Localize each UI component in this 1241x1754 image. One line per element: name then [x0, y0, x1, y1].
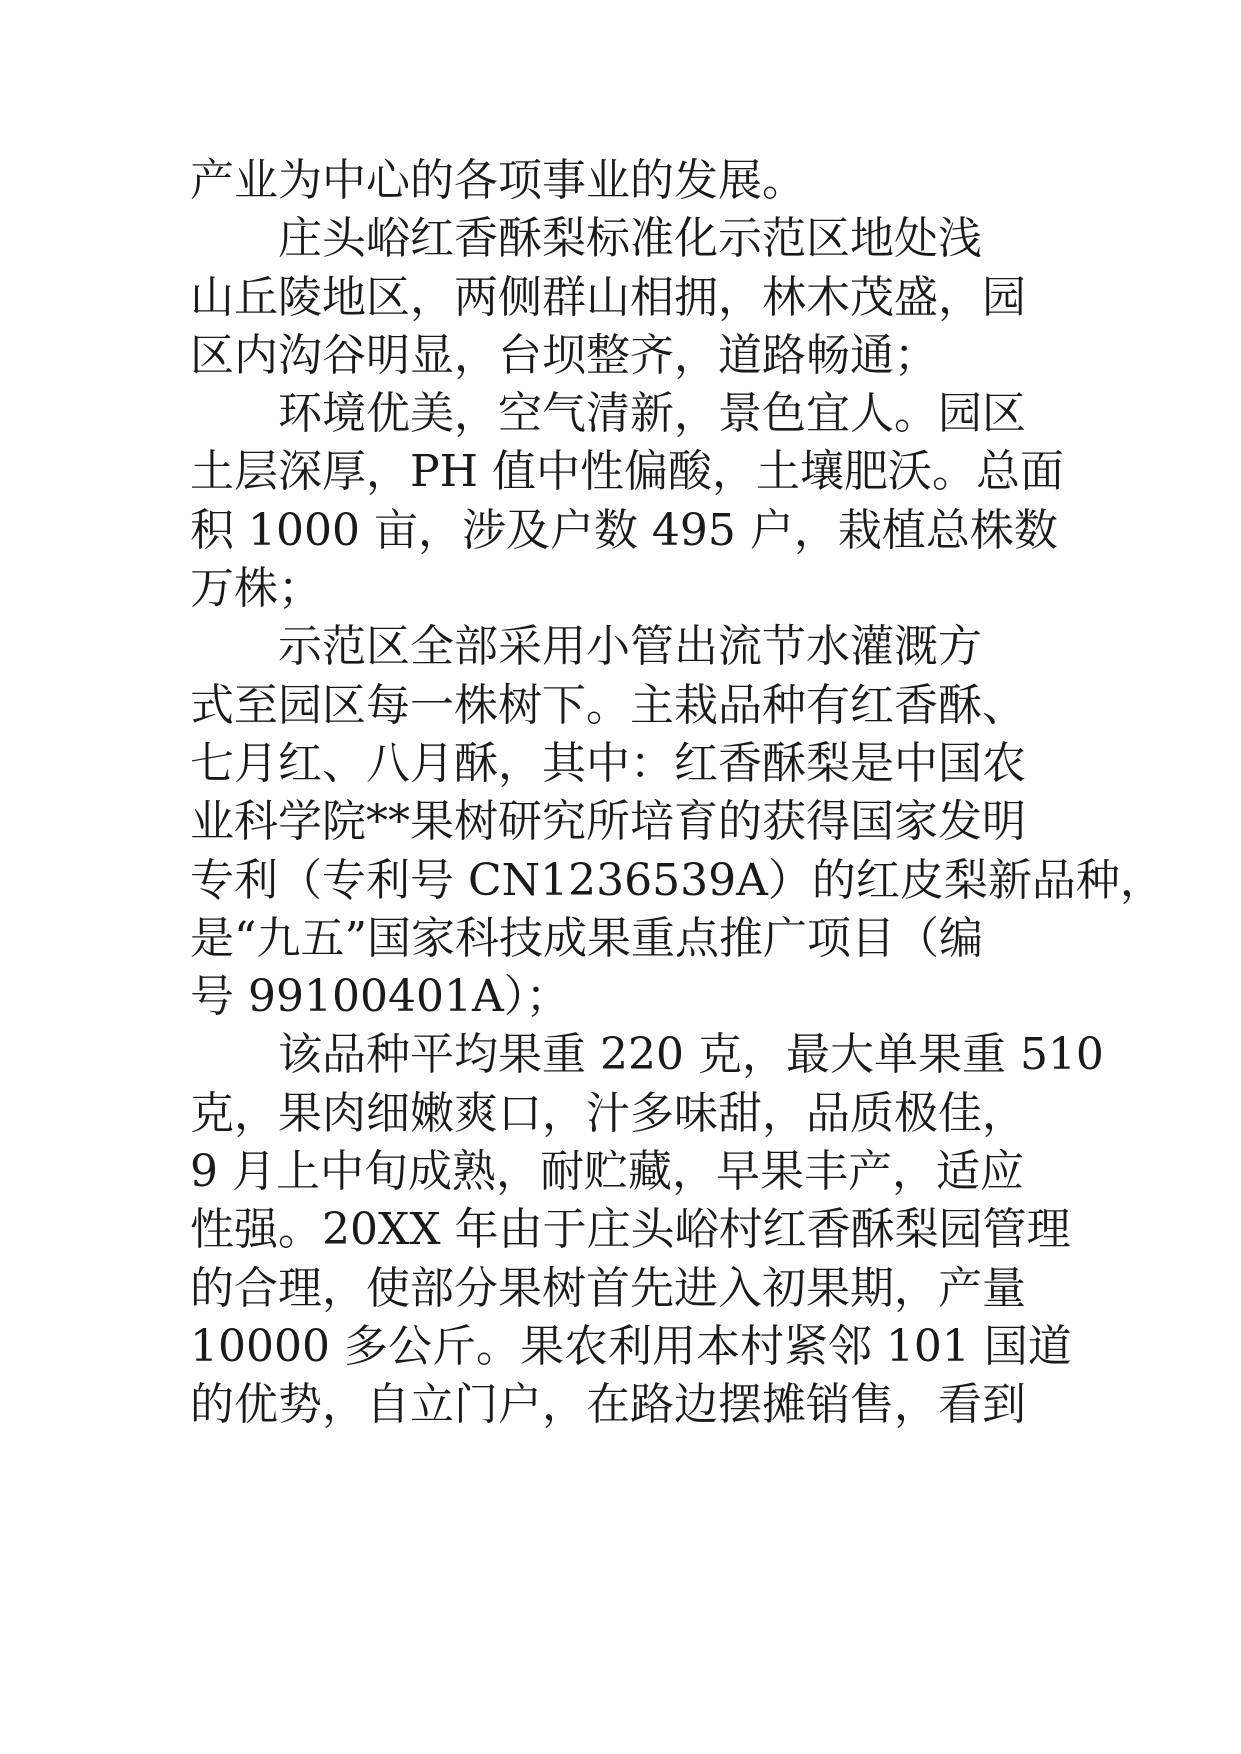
text-line: 庄头峪红香酥梨标准化示范区地处浅: [278, 213, 982, 265]
text-line: 的优势，自立门户，在路边摆摊销售，看到: [190, 1379, 1026, 1431]
text-line: 山丘陵地区，两侧群山相拥，林木茂盛，园: [190, 271, 1026, 323]
text-line: 万株；: [190, 563, 322, 615]
text-line: 产业为中心的各项事业的发展。: [190, 155, 806, 206]
text-line: 9 月上中旬成熟，耐贮藏，早果丰产，适应: [190, 1146, 1024, 1198]
text-line: 克，果肉细嫩爽口，汁多味甜，品质极佳，: [190, 1087, 1026, 1139]
text-line: 业科学院**果树研究所培育的获得国家发明: [190, 796, 1026, 848]
text-line: 性强。20XX 年由于庄头峪村红香酥梨园管理: [190, 1204, 1071, 1256]
text-line: 区内沟谷明显，台坝整齐，道路畅通；: [190, 329, 938, 381]
text-line: 号 99100401A）；: [190, 971, 570, 1023]
text-line: 示范区全部采用小管出流节水灌溉方: [278, 621, 982, 673]
text-line: 10000 多公斤。果农利用本村紧邻 101 国道: [190, 1320, 1072, 1372]
text-line: 该品种平均果重 220 克，最大单果重 510: [278, 1029, 1104, 1081]
text-line: 环境优美，空气清新，景色宜人。园区: [278, 388, 1026, 440]
text-line: 七月红、八月酥，其中：红香酥梨是中国农: [190, 737, 1026, 789]
text-line: 式至园区每一株树下。主栽品种有红香酥、: [190, 679, 1026, 731]
text-line: 的合理，使部分果树首先进入初果期，产量: [190, 1262, 1026, 1314]
text-line: 专利（专利号 CN1236539A）的红皮梨新品种，: [190, 854, 1164, 906]
text-line: 是“九五”国家科技成果重点推广项目（编: [190, 912, 983, 964]
body-text: [190, 152, 1164, 1435]
text-line: 积 1000 亩，涉及户数 495 户，栽植总株数: [190, 504, 1058, 556]
text-line: 土层深厚，PH 值中性偏酸，土壤肥沃。总面: [190, 446, 1064, 498]
